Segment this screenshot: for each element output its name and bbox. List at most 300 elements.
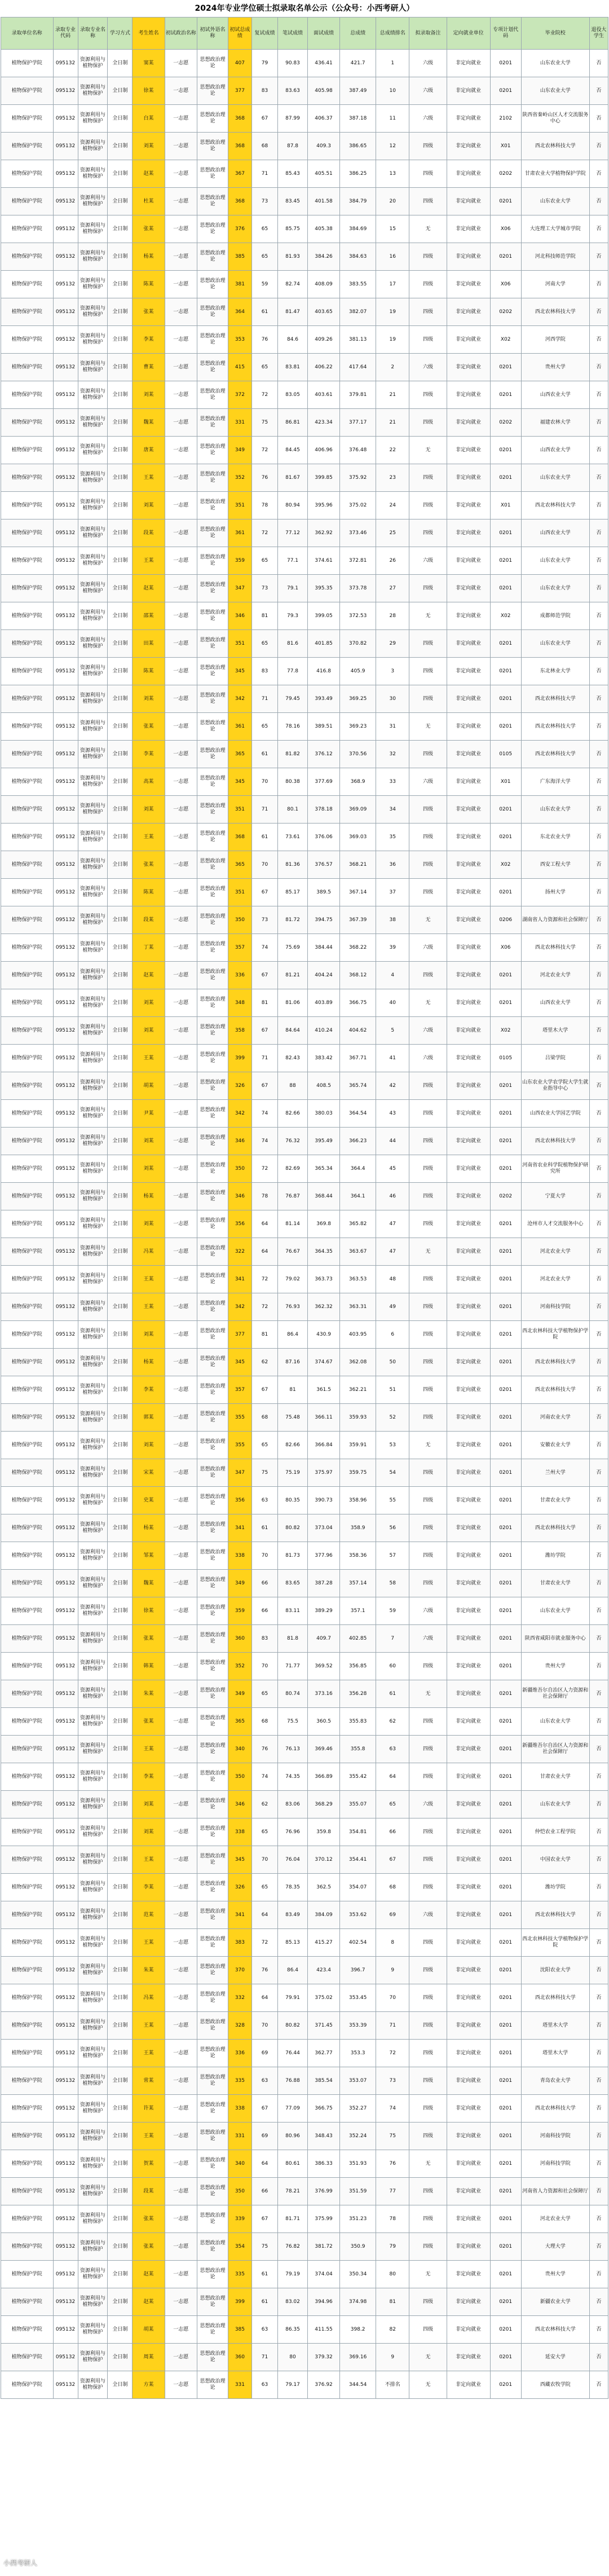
table-cell: 东北农业大学 [521, 824, 589, 851]
table-cell: 思想政治理论 [197, 1238, 228, 1266]
table-cell: 资源利用与植物保护 [78, 713, 108, 741]
table-cell: 377.96 [307, 1542, 339, 1570]
table-cell: 一志愿 [165, 2344, 197, 2371]
table-cell: 65 [251, 354, 277, 381]
table-cell: 否 [589, 1072, 608, 1100]
table-cell: 373.04 [307, 1514, 339, 1542]
table-cell: X02 [490, 326, 521, 354]
table-cell: 植物保护学院 [1, 768, 54, 796]
table-cell: 思想政治理论 [197, 824, 228, 851]
table-cell: 61 [251, 298, 277, 326]
table-cell: 363.67 [340, 1238, 376, 1266]
table-row [1, 2371, 608, 2399]
table-cell: 一志愿 [165, 1293, 197, 1321]
table-cell: 白某 [133, 105, 165, 133]
table-cell: 植物保护学院 [1, 906, 54, 934]
table-cell: 67 [251, 105, 277, 133]
table-cell: 一志愿 [165, 1349, 197, 1376]
table-cell: 28 [376, 602, 409, 630]
table-cell: 095132 [53, 575, 78, 602]
table-cell: 全日制 [108, 354, 133, 381]
table-cell: 85.13 [278, 1929, 308, 1957]
table-cell: 吕梁学院 [521, 1045, 589, 1072]
table-row [1, 133, 608, 160]
table-cell: 79.91 [278, 1984, 308, 2012]
table-cell: 365 [228, 1708, 251, 1736]
table-row [1, 934, 608, 962]
table-cell: 非定向就业 [447, 409, 490, 437]
table-cell: 否 [589, 1210, 608, 1238]
table-cell: 384.63 [340, 243, 376, 271]
table-cell: 非定向就业 [447, 1957, 490, 1984]
table-cell: 69 [251, 2040, 277, 2067]
table-cell: 西北农林科技大学 [521, 934, 589, 962]
table-cell: 355.8 [340, 1736, 376, 1763]
table-cell: 65 [251, 215, 277, 243]
table-cell: 65 [251, 243, 277, 271]
table-cell: 0201 [490, 1293, 521, 1321]
table-cell: 思想政治理论 [197, 326, 228, 354]
table-cell: 374.67 [307, 1349, 339, 1376]
table-cell: 植物保护学院 [1, 2178, 54, 2205]
table-cell: 思想政治理论 [197, 519, 228, 547]
table-cell: 384.09 [307, 1901, 339, 1929]
table-row [1, 851, 608, 879]
table-cell: 0201 [490, 464, 521, 492]
table-cell: 非定向就业 [447, 934, 490, 962]
table-cell: 81.8 [278, 1625, 308, 1653]
table-cell: 西北农林科技大学植物保护学院 [521, 1321, 589, 1349]
table-cell: 杨某 [133, 243, 165, 271]
table-cell: 0201 [490, 1791, 521, 1818]
table-cell: 植物保护学院 [1, 437, 54, 464]
table-cell: 24 [376, 492, 409, 519]
table-cell: 植物保护学院 [1, 962, 54, 989]
table-cell: 否 [589, 575, 608, 602]
table-cell: 王某 [133, 1266, 165, 1293]
table-row [1, 1487, 608, 1514]
table-cell: 非定向就业 [447, 1680, 490, 1708]
table-cell: 否 [589, 1763, 608, 1791]
table-cell: 11 [376, 105, 409, 133]
table-cell: X02 [490, 851, 521, 879]
table-cell: 76 [251, 1736, 277, 1763]
table-cell: 61 [251, 824, 277, 851]
table-cell: 372.53 [340, 602, 376, 630]
table-cell: 67 [251, 1017, 277, 1045]
table-cell: 一志愿 [165, 2067, 197, 2095]
table-row [1, 1818, 608, 1846]
table-cell: 西北农林科技大学 [521, 1514, 589, 1542]
table-cell: 76.13 [278, 1736, 308, 1763]
table-cell: 70 [251, 1846, 277, 1874]
table-cell: 否 [589, 851, 608, 879]
table-cell: 74 [251, 934, 277, 962]
column-header: 退役大学生 [589, 17, 608, 50]
table-cell: 植物保护学院 [1, 2233, 54, 2261]
table-cell: 刘某 [133, 1818, 165, 1846]
table-cell: 贵州大学 [521, 1653, 589, 1680]
table-cell: 非定向就业 [447, 1984, 490, 2012]
table-cell: 冯某 [133, 1238, 165, 1266]
table-cell: 非定向就业 [447, 160, 490, 188]
table-cell: 否 [589, 133, 608, 160]
table-cell: 一志愿 [165, 2288, 197, 2316]
column-header: 总成绩排名 [376, 17, 409, 50]
table-cell: 资源利用与植物保护 [78, 547, 108, 575]
table-row [1, 989, 608, 1017]
table-cell: 40 [376, 989, 409, 1017]
table-cell: 0201 [490, 1542, 521, 1570]
table-row [1, 1349, 608, 1376]
table-row [1, 519, 608, 547]
table-cell: 思想政治理论 [197, 658, 228, 685]
table-cell: 郭某 [133, 1404, 165, 1432]
table-cell: 植物保护学院 [1, 2288, 54, 2316]
table-cell: 段某 [133, 906, 165, 934]
table-cell: 81 [251, 1321, 277, 1349]
table-cell: 47 [376, 1238, 409, 1266]
table-cell: 405.51 [307, 160, 339, 188]
table-cell: 一志愿 [165, 1680, 197, 1708]
table-cell: 83.49 [278, 1901, 308, 1929]
table-cell: 非定向就业 [447, 105, 490, 133]
table-cell: 全日制 [108, 1072, 133, 1100]
table-cell: 朱某 [133, 1957, 165, 1984]
table-cell: 四级 [409, 962, 447, 989]
table-row [1, 1984, 608, 2012]
table-cell: 352 [228, 464, 251, 492]
table-cell: 否 [589, 2288, 608, 2316]
table-cell: 陈某 [133, 879, 165, 906]
table-cell: 31 [376, 713, 409, 741]
table-cell: 66 [251, 2178, 277, 2205]
table-cell: 四级 [409, 2178, 447, 2205]
table-cell: 095132 [53, 1432, 78, 1459]
table-cell: 095132 [53, 2178, 78, 2205]
table-cell: 河南农业大学 [521, 1404, 589, 1432]
table-cell: 山西农业大学园艺学院 [521, 1100, 589, 1128]
table-cell: 341 [228, 1266, 251, 1293]
table-cell: 390.73 [307, 1487, 339, 1514]
table-cell: 资源利用与植物保护 [78, 989, 108, 1017]
table-cell: 王某 [133, 2040, 165, 2067]
table-cell: 383.42 [307, 1045, 339, 1072]
table-cell: 河西学院 [521, 326, 589, 354]
table-cell: 368.9 [340, 768, 376, 796]
table-cell: 83.05 [278, 381, 308, 409]
table-cell: 87.99 [278, 105, 308, 133]
table-cell: 西北农林科技大学 [521, 492, 589, 519]
table-cell: 338 [228, 2095, 251, 2123]
table-cell: 全日制 [108, 1487, 133, 1514]
table-cell: 四级 [409, 1183, 447, 1210]
table-cell: 李某 [133, 1763, 165, 1791]
table-cell: 095132 [53, 492, 78, 519]
table-cell: 363.53 [340, 1266, 376, 1293]
table-cell: 395.35 [307, 575, 339, 602]
table-cell: 386.65 [340, 133, 376, 160]
table-cell: 一志愿 [165, 519, 197, 547]
table-cell: 2 [376, 354, 409, 381]
table-cell: 河南大学 [521, 271, 589, 298]
table-cell: 351 [228, 492, 251, 519]
table-cell: 甘肃农业大学 [521, 1487, 589, 1514]
table-cell: 0201 [490, 1763, 521, 1791]
table-cell: 326 [228, 1072, 251, 1100]
table-cell: 六级 [409, 1901, 447, 1929]
table-cell: 非定向就业 [447, 50, 490, 77]
table-cell: 全日制 [108, 1183, 133, 1210]
table-cell: 非定向就业 [447, 2205, 490, 2233]
table-cell: 山东农业大学 [521, 464, 589, 492]
table-cell: 341 [228, 1901, 251, 1929]
table-cell: 389.5 [307, 879, 339, 906]
table-cell: 一志愿 [165, 409, 197, 437]
table-cell: 095132 [53, 547, 78, 575]
table-cell: 陈某 [133, 271, 165, 298]
table-cell: 王某 [133, 464, 165, 492]
table-cell: 62 [376, 1708, 409, 1736]
table-cell: 范某 [133, 1901, 165, 1929]
table-cell: 80.38 [278, 768, 308, 796]
table-row [1, 713, 608, 741]
table-cell: 全日制 [108, 1680, 133, 1708]
table-cell: 全日制 [108, 768, 133, 796]
table-cell: 思想政治理论 [197, 2205, 228, 2233]
table-cell: 404.24 [307, 962, 339, 989]
table-cell: 095132 [53, 1072, 78, 1100]
table-cell: 否 [589, 2316, 608, 2344]
table-cell: 否 [589, 1625, 608, 1653]
table-row [1, 1100, 608, 1128]
table-cell: 095132 [53, 851, 78, 879]
table-cell: 四级 [409, 1404, 447, 1432]
table-cell: 0201 [490, 1597, 521, 1625]
table-cell: 0202 [490, 160, 521, 188]
table-cell: 李某 [133, 1376, 165, 1404]
table-row [1, 1625, 608, 1653]
table-cell: 379.32 [307, 2344, 339, 2371]
table-cell: 80.96 [278, 2123, 308, 2150]
table-cell: 河北农业大学 [521, 1238, 589, 1266]
table-cell: 河南科技学院 [521, 1293, 589, 1321]
table-cell: 405.98 [307, 77, 339, 105]
table-cell: 095132 [53, 2123, 78, 2150]
table-cell: 359.8 [307, 1818, 339, 1846]
table-cell: 资源利用与植物保护 [78, 298, 108, 326]
table-cell: 否 [589, 741, 608, 768]
table-cell: 甘肃农业大学 [521, 1763, 589, 1791]
table-cell: 刘某 [133, 133, 165, 160]
table-cell: 一志愿 [165, 796, 197, 824]
table-cell: 全日制 [108, 1597, 133, 1625]
table-cell: 一志愿 [165, 381, 197, 409]
table-cell: 否 [589, 381, 608, 409]
table-row [1, 2344, 608, 2371]
table-cell: 0201 [490, 2150, 521, 2178]
table-cell: 0201 [490, 962, 521, 989]
table-cell: 74.35 [278, 1763, 308, 1791]
table-cell: 思想政治理论 [197, 1874, 228, 1901]
table-cell: 364.35 [307, 1238, 339, 1266]
table-cell: 全日制 [108, 630, 133, 658]
table-cell: 思想政治理论 [197, 1045, 228, 1072]
table-row [1, 1293, 608, 1321]
table-cell: 0201 [490, 437, 521, 464]
table-cell: 否 [589, 409, 608, 437]
table-cell: 思想政治理论 [197, 160, 228, 188]
table-cell: 山西农业大学 [521, 381, 589, 409]
table-cell: 思想政治理论 [197, 962, 228, 989]
table-cell: 全日制 [108, 1984, 133, 2012]
table-cell: 57 [376, 1542, 409, 1570]
table-cell: 否 [589, 105, 608, 133]
table-cell: 植物保护学院 [1, 2205, 54, 2233]
table-cell: 否 [589, 437, 608, 464]
table-cell: 曹某 [133, 354, 165, 381]
table-cell: 全日制 [108, 1929, 133, 1957]
table-cell: 一志愿 [165, 2178, 197, 2205]
table-cell: 山东农业大学 [521, 1708, 589, 1736]
table-cell: 350.9 [340, 2233, 376, 2261]
table-cell: 095132 [53, 1929, 78, 1957]
table-cell: 植物保护学院 [1, 1432, 54, 1459]
table-cell: 82.69 [278, 1155, 308, 1183]
table-cell: 思想政治理论 [197, 879, 228, 906]
table-cell: 非定向就业 [447, 1293, 490, 1321]
table-cell: 095132 [53, 962, 78, 989]
table-cell: 资源利用与植物保护 [78, 1266, 108, 1293]
table-cell: 山东农业大学 [521, 575, 589, 602]
table-cell: 374.98 [340, 2288, 376, 2316]
table-cell: 植物保护学院 [1, 326, 54, 354]
table-row [1, 1045, 608, 1072]
table-cell: 368.29 [307, 1791, 339, 1818]
table-cell: 资源利用与植物保护 [78, 519, 108, 547]
table-cell: 355.07 [340, 1791, 376, 1818]
table-cell: 095132 [53, 1155, 78, 1183]
table-cell: 370.56 [340, 741, 376, 768]
table-cell: 徐某 [133, 1597, 165, 1625]
table-cell: 一志愿 [165, 2123, 197, 2150]
table-cell: 思想政治理论 [197, 547, 228, 575]
table-cell: 394.75 [307, 906, 339, 934]
table-cell: 段某 [133, 2178, 165, 2205]
table-cell: 非定向就业 [447, 1901, 490, 1929]
table-cell: 0201 [490, 2233, 521, 2261]
table-cell: 351 [228, 879, 251, 906]
table-row [1, 105, 608, 133]
table-cell: 河南科技学院 [521, 2123, 589, 2150]
table-cell: 否 [589, 2123, 608, 2150]
table-cell: 340 [228, 2150, 251, 2178]
table-cell: 植物保护学院 [1, 796, 54, 824]
table-cell: 76 [376, 2150, 409, 2178]
table-cell: 095132 [53, 741, 78, 768]
table-cell: 否 [589, 1238, 608, 1266]
table-cell: 资源利用与植物保护 [78, 2205, 108, 2233]
table-cell: 36 [376, 851, 409, 879]
table-cell: 355 [228, 1404, 251, 1432]
table-cell: 资源利用与植物保护 [78, 658, 108, 685]
table-cell: 82.43 [278, 1045, 308, 1072]
table-cell: 一志愿 [165, 215, 197, 243]
table-cell: 35 [376, 824, 409, 851]
table-cell: 85.75 [278, 215, 308, 243]
table-cell: 陕西省咸阳市就业服务中心 [521, 1625, 589, 1653]
table-cell: 095132 [53, 879, 78, 906]
table-cell: 75.69 [278, 934, 308, 962]
table-cell: 095132 [53, 437, 78, 464]
table-cell: 全日制 [108, 326, 133, 354]
table-cell: 非定向就业 [447, 2344, 490, 2371]
table-cell: 0201 [490, 713, 521, 741]
table-cell: 无 [409, 215, 447, 243]
table-cell: 王某 [133, 1293, 165, 1321]
table-cell: 417.64 [340, 354, 376, 381]
table-cell: 思想政治理论 [197, 575, 228, 602]
table-cell: X06 [490, 934, 521, 962]
table-cell: 376.92 [307, 2371, 339, 2399]
table-cell: 刘某 [133, 1155, 165, 1183]
table-cell: 67 [376, 1846, 409, 1874]
table-cell: 非定向就业 [447, 1266, 490, 1293]
table-cell: 否 [589, 824, 608, 851]
table-cell: 植物保护学院 [1, 2150, 54, 2178]
table-cell: 79 [376, 2233, 409, 2261]
table-cell: 362.21 [340, 1376, 376, 1404]
table-cell: 367.14 [340, 879, 376, 906]
table-cell: 363.31 [340, 1293, 376, 1321]
table-cell: 四级 [409, 2012, 447, 2040]
table-cell: 0201 [490, 1653, 521, 1680]
table-cell: 资源利用与植物保护 [78, 2344, 108, 2371]
table-cell: 非定向就业 [447, 188, 490, 215]
table-cell: 否 [589, 1818, 608, 1846]
table-cell: 095132 [53, 796, 78, 824]
table-cell: 349 [228, 1680, 251, 1708]
table-cell: 思想政治理论 [197, 602, 228, 630]
table-cell: 0201 [490, 2095, 521, 2123]
table-cell: 唐某 [133, 437, 165, 464]
table-cell: 非定向就业 [447, 602, 490, 630]
table-cell: 非定向就业 [447, 1155, 490, 1183]
table-cell: 61 [251, 1514, 277, 1542]
table-cell: 335 [228, 2261, 251, 2288]
table-cell: 植物保护学院 [1, 547, 54, 575]
table-cell: 一志愿 [165, 2261, 197, 2288]
table-cell: 杨某 [133, 1183, 165, 1210]
table-cell: 350 [228, 1155, 251, 1183]
table-cell: 赵某 [133, 160, 165, 188]
table-cell: 资源利用与植物保护 [78, 1874, 108, 1901]
table-cell: 刘某 [133, 1321, 165, 1349]
table-row [1, 2095, 608, 2123]
table-cell: 全日制 [108, 77, 133, 105]
table-cell: 095132 [53, 630, 78, 658]
table-cell: 思想政治理论 [197, 77, 228, 105]
table-cell: 21 [376, 381, 409, 409]
table-cell: 0201 [490, 2012, 521, 2040]
table-cell: 80.94 [278, 492, 308, 519]
table-cell: 53 [376, 1432, 409, 1459]
table-cell: 399 [228, 2288, 251, 2316]
table-cell: 许某 [133, 2095, 165, 2123]
table-cell: 全日制 [108, 2233, 133, 2261]
table-cell: 四级 [409, 1846, 447, 1874]
table-cell: 76.04 [278, 1846, 308, 1874]
